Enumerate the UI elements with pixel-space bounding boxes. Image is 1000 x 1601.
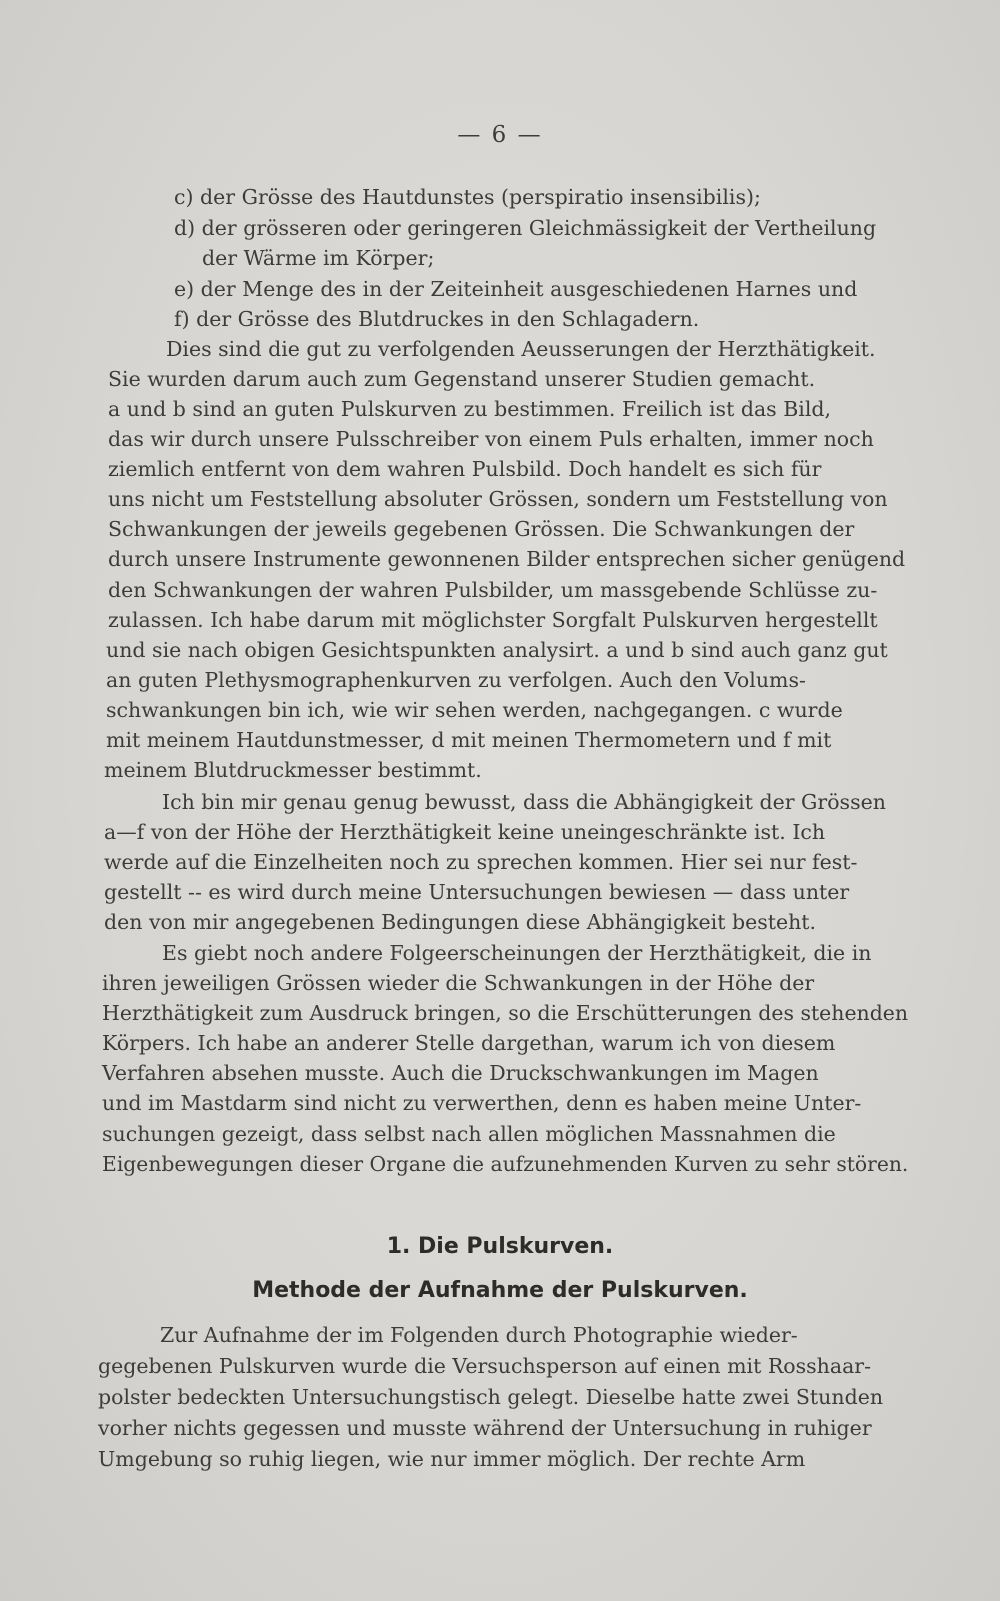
text-line: zulassen. Ich habe darum mit möglichster Sorgfalt Pulskurven hergestellt	[108, 608, 878, 632]
text-line: suchungen gezeigt, dass selbst nach allen möglichen Massnahmen die	[102, 1122, 836, 1146]
list-item-d: d) der grösseren oder geringeren Gleichmässigkeit der Vertheilung	[174, 216, 877, 240]
text-line: Zur Aufnahme der im Folgenden durch Photographie wieder-	[160, 1323, 798, 1347]
list-item-c: c) der Grösse des Hautdunstes (perspiratio insensibilis);	[174, 185, 761, 209]
text-line: meinem Blutdruckmesser bestimmt.	[104, 758, 482, 782]
text-line: Ich bin mir genau genug bewusst, dass die Abhängigkeit der Grössen	[162, 790, 886, 814]
text-line: das wir durch unsere Pulsschreiber von einem Puls erhalten, immer noch	[108, 427, 874, 451]
text-line: an guten Plethysmographenkurven zu verfolgen. Auch den Volums-	[106, 668, 806, 692]
text-line: und sie nach obigen Gesichtspunkten analysirt. a und b sind auch ganz gut	[106, 638, 888, 662]
text-line: Eigenbewegungen dieser Organe die aufzunehmenden Kurven zu sehr stören.	[102, 1152, 909, 1176]
text-line: a—f von der Höhe der Herzthätigkeit keine uneingeschränkte ist. Ich	[104, 820, 826, 844]
text-line: Verfahren absehen musste. Auch die Druckschwankungen im Magen	[102, 1061, 819, 1085]
page-number: — 6 —	[457, 122, 543, 148]
text-line: Schwankungen der jeweils gegebenen Grössen. Die Schwankungen der	[108, 517, 855, 541]
text-line: Dies sind die gut zu verfolgenden Aeusserungen der Herzthätigkeit.	[166, 337, 876, 361]
text-line: a und b sind an guten Pulskurven zu bestimmen. Freilich ist das Bild,	[108, 397, 832, 421]
text-line: uns nicht um Feststellung absoluter Grössen, sondern um Feststellung von	[108, 487, 888, 511]
text-line: durch unsere Instrumente gewonnenen Bilder entsprechen sicher genügend	[108, 547, 906, 571]
section-subheading: Methode der Aufnahme der Pulskurven.	[252, 1278, 748, 1303]
text-line: mit meinem Hautdunstmesser, d mit meinen Thermometern und f mit	[106, 728, 832, 752]
text-line: gegebenen Pulskurven wurde die Versuchsperson auf einen mit Rosshaar-	[98, 1354, 872, 1378]
list-item-f: f) der Grösse des Blutdruckes in den Schlagadern.	[174, 307, 700, 331]
text-line: den von mir angegebenen Bedingungen diese Abhängigkeit besteht.	[104, 910, 817, 934]
text-line: Sie wurden darum auch zum Gegenstand unserer Studien gemacht.	[108, 367, 816, 391]
text-line: den Schwankungen der wahren Pulsbilder, um massgebende Schlüsse zu-	[108, 578, 878, 602]
text-line: Umgebung so ruhig liegen, wie nur immer möglich. Der rechte Arm	[98, 1447, 806, 1471]
text-line: und im Mastdarm sind nicht zu verwerthen, denn es haben meine Unter-	[102, 1091, 862, 1115]
list-item-e: e) der Menge des in der Zeiteinheit ausgeschiedenen Harnes und	[174, 277, 858, 301]
text-line: ziemlich entfernt von dem wahren Pulsbild. Doch handelt es sich für	[108, 457, 822, 481]
list-item-d-continuation: der Wärme im Körper;	[202, 246, 435, 270]
text-line: ihren jeweiligen Grössen wieder die Schwankungen in der Höhe der	[102, 971, 815, 995]
text-line: polster bedeckten Untersuchungstisch gelegt. Dieselbe hatte zwei Stunden	[98, 1385, 884, 1409]
text-line: Körpers. Ich habe an anderer Stelle dargethan, warum ich von diesem	[102, 1031, 836, 1055]
text-line: gestellt -- es wird durch meine Untersuchungen bewiesen — dass unter	[104, 880, 850, 904]
text-line: werde auf die Einzelheiten noch zu sprechen kommen. Hier sei nur fest-	[104, 850, 858, 874]
text-line: Es giebt noch andere Folgeerscheinungen der Herzthätigkeit, die in	[162, 941, 872, 965]
text-line: schwankungen bin ich, wie wir sehen werden, nachgegangen. c wurde	[106, 698, 843, 722]
text-line: Herzthätigkeit zum Ausdruck bringen, so die Erschütterungen des stehenden	[102, 1001, 909, 1025]
section-heading: 1. Die Pulskurven.	[386, 1234, 614, 1259]
text-line: vorher nichts gegessen und musste während der Untersuchung in ruhiger	[98, 1416, 872, 1440]
